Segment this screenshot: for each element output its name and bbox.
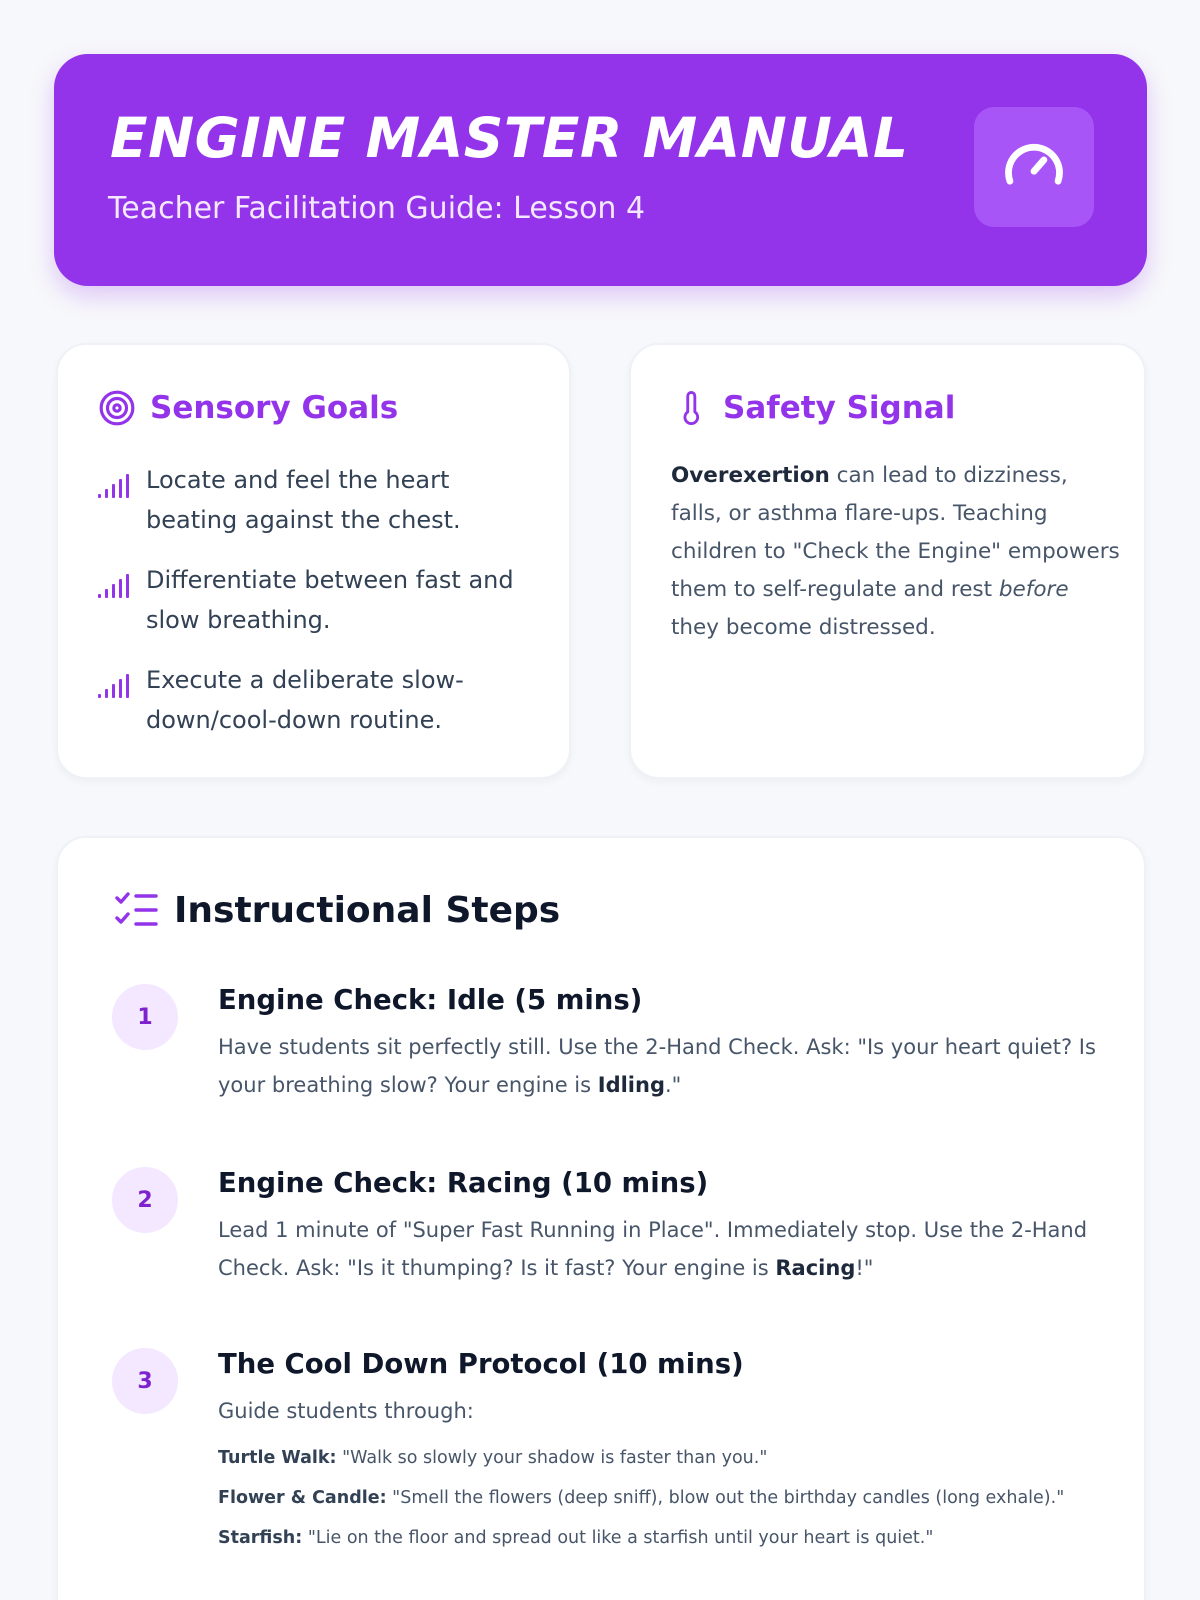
step-item	[112, 1167, 1112, 1307]
step-number: 1	[112, 984, 178, 1050]
step-desc-bold: Racing	[775, 1256, 856, 1280]
step-number: 2	[112, 1167, 178, 1233]
safety-emphasis: before	[998, 577, 1069, 602]
cooldown-item-text: "Walk so slowly your shadow is faster than you."	[336, 1448, 768, 1468]
list-item	[98, 560, 538, 640]
step-item	[112, 1348, 1112, 1578]
safety-bold-lead: Overexertion	[671, 463, 830, 488]
signal-bars-icon	[98, 560, 146, 640]
checklist-icon	[114, 891, 160, 931]
step-desc-bold: Idling	[597, 1073, 665, 1097]
instructional-steps-heading	[114, 890, 560, 931]
safety-text-part1: can lead to dizziness, falls, or asthma flare-ups. Teaching children to "Check the Engine" empowers them to self-regulate and rest	[671, 463, 1120, 602]
sensory-goals-title: Sensory Goals	[150, 390, 399, 426]
goal-text: Execute a deliberate slow-down/cool-down routine.	[146, 666, 464, 734]
header-badge	[974, 107, 1094, 227]
safety-signal-title: Safety Signal	[723, 390, 956, 426]
instructional-steps-card	[56, 836, 1146, 1600]
speedometer-icon	[1000, 133, 1068, 201]
step-description	[218, 1211, 1098, 1287]
step-desc-part2: ."	[665, 1073, 682, 1097]
cooldown-item-text: "Lie on the floor and spread out like a starfish until your heart is quiet."	[302, 1528, 934, 1548]
sensory-goals-card	[56, 343, 571, 779]
sensory-goals-heading	[98, 389, 398, 427]
step-desc-part2: !"	[855, 1256, 874, 1280]
cooldown-item	[218, 1448, 767, 1468]
step-title: Engine Check: Idle (5 mins)	[218, 984, 643, 1016]
step-description: Guide students through:	[218, 1399, 474, 1423]
step-desc-part1: Have students sit perfectly still. Use the 2-Hand Check. Ask: "Is your heart quiet? Is your breathing slow? Your engine is	[218, 1035, 1096, 1097]
page-title: ENGINE MASTER MANUAL	[110, 106, 909, 170]
safety-signal-card	[629, 343, 1146, 779]
cooldown-item-label: Starfish:	[218, 1528, 303, 1548]
step-number: 3	[112, 1348, 178, 1414]
list-item	[98, 460, 538, 540]
goal-text: Differentiate between fast and slow breathing.	[146, 566, 514, 634]
target-icon	[98, 389, 136, 427]
safety-signal-heading	[675, 389, 955, 427]
cooldown-item	[218, 1488, 1064, 1508]
list-item	[98, 660, 538, 740]
cooldown-item-text: "Smell the flowers (deep sniff), blow out the birthday candles (long exhale)."	[386, 1488, 1065, 1508]
step-title: The Cool Down Protocol (10 mins)	[218, 1348, 744, 1380]
safety-text-part2: they become distressed.	[671, 615, 936, 640]
signal-bars-icon	[98, 460, 146, 540]
cooldown-item-label: Turtle Walk:	[218, 1448, 337, 1468]
header-banner	[54, 54, 1147, 286]
page-subtitle: Teacher Facilitation Guide: Lesson 4	[108, 191, 646, 226]
cooldown-item-label: Flower & Candle:	[218, 1488, 387, 1508]
safety-signal-text	[671, 457, 1121, 647]
step-desc-part1: Lead 1 minute of "Super Fast Running in Place". Immediately stop. Use the 2-Hand Check. Ask: "Is it thumping? Is it fast? Your engine is	[218, 1218, 1088, 1280]
step-item	[112, 984, 1112, 1124]
step-description	[218, 1028, 1098, 1104]
signal-bars-icon	[98, 660, 146, 740]
thermometer-icon	[675, 389, 709, 427]
step-title: Engine Check: Racing (10 mins)	[218, 1167, 709, 1199]
cooldown-item	[218, 1528, 933, 1548]
goal-text: Locate and feel the heart beating against the chest.	[146, 466, 461, 534]
instructional-steps-title: Instructional Steps	[174, 890, 561, 931]
